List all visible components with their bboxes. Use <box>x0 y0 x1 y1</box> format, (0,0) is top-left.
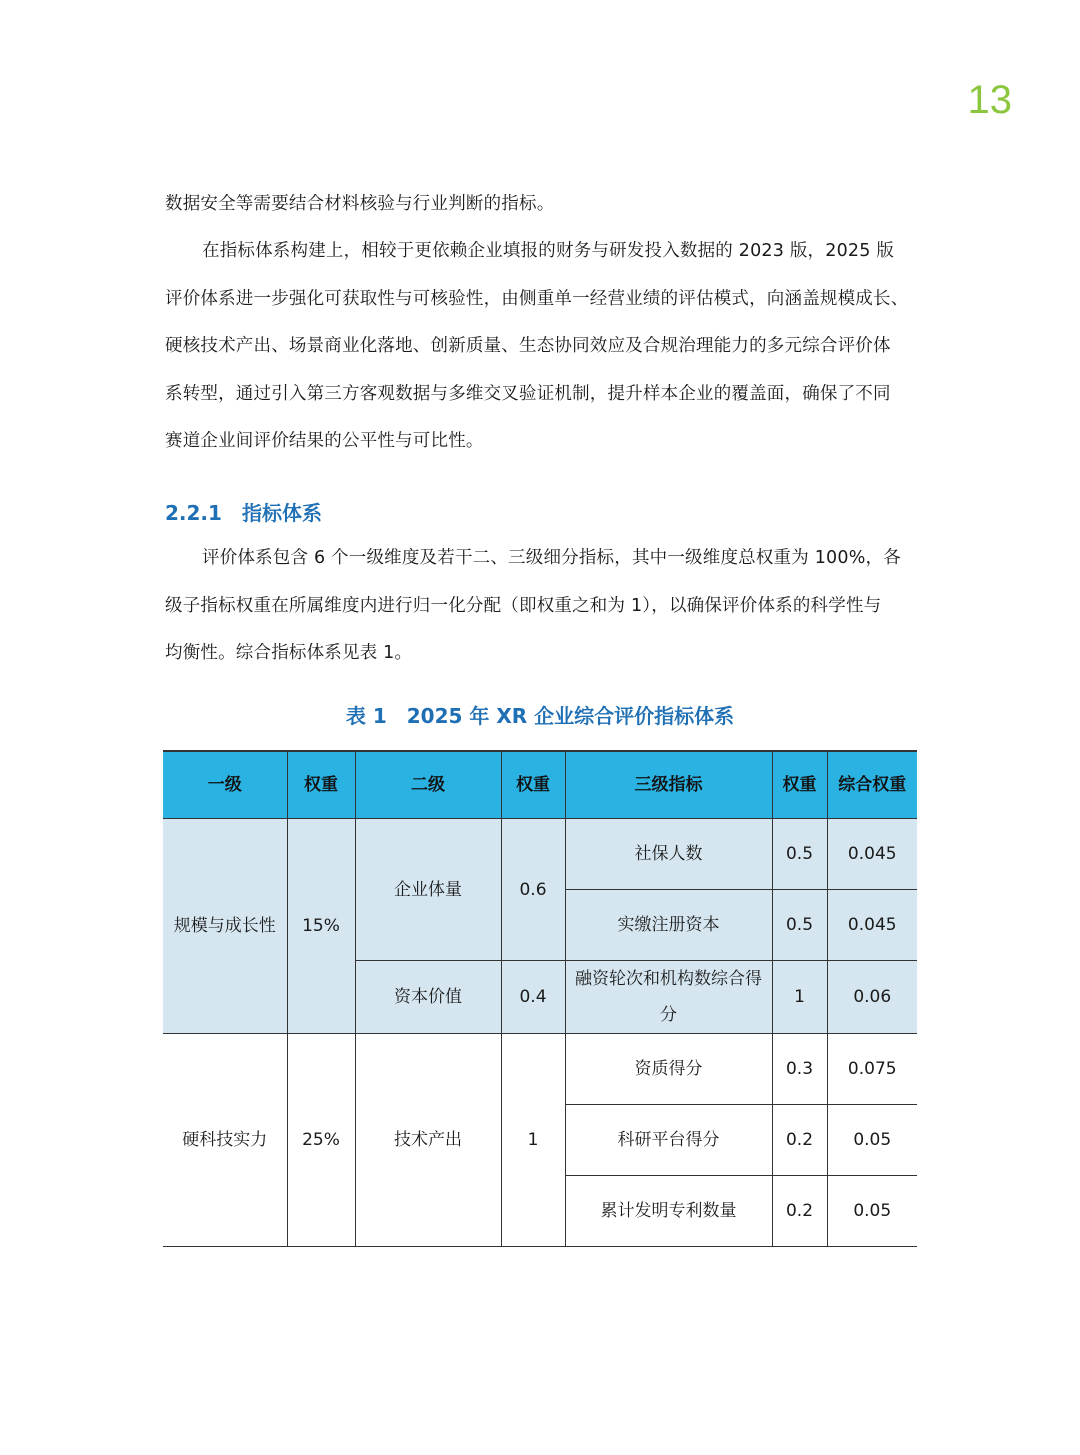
body-paragraph <box>165 535 917 678</box>
cell-level3-weight: 0.5 <box>772 890 827 961</box>
header-level2: 二级 <box>355 751 501 819</box>
cell-combined-weight: 0.045 <box>827 890 917 961</box>
cell-level1-weight: 15% <box>287 819 355 1034</box>
header-combined-weight: 综合权重 <box>827 751 917 819</box>
header-level1: 一级 <box>163 751 287 819</box>
cell-level3-weight: 0.2 <box>772 1176 827 1247</box>
paragraph-line: 评价体系包含 6 个一级维度及若干二、三级细分指标，其中一级维度总权重为 100%，各 <box>202 548 901 568</box>
header-level3: 三级指标 <box>565 751 772 819</box>
paragraph-line: 硬核技术产出、场景商业化落地、创新质量、生态协同效应及合规治理能力的多元综合评价体 <box>165 336 891 356</box>
cell-level1: 硬科技实力 <box>163 1034 287 1247</box>
paragraph-line: 赛道企业间评价结果的公平性与可比性。 <box>165 431 484 451</box>
cell-level3: 累计发明专利数量 <box>565 1176 772 1247</box>
cell-level2: 技术产出 <box>355 1034 501 1247</box>
header-level3-weight: 权重 <box>772 751 827 819</box>
cell-level2-weight: 1 <box>501 1034 565 1247</box>
cell-level3-weight: 0.3 <box>772 1034 827 1105</box>
table-header-row <box>163 751 917 819</box>
table-caption <box>0 700 1080 729</box>
table-row <box>163 1034 917 1105</box>
page-number: 13 <box>967 78 1012 122</box>
cell-level3: 实缴注册资本 <box>565 890 772 961</box>
body-paragraph <box>165 181 917 229</box>
table-caption-title: 2025 年 XR 企业综合评价指标体系 <box>406 704 735 728</box>
paragraph-line: 级子指标权重在所属维度内进行归一化分配（即权重之和为 1），以确保评价体系的科学性与 <box>165 595 882 616</box>
cell-combined-weight: 0.05 <box>827 1105 917 1176</box>
cell-level3-weight: 0.5 <box>772 819 827 890</box>
cell-combined-weight: 0.075 <box>827 1034 917 1105</box>
cell-level2: 企业体量 <box>355 819 501 961</box>
cell-level1-weight: 25% <box>287 1034 355 1247</box>
cell-level2-weight: 0.4 <box>501 961 565 1034</box>
cell-level3: 融资轮次和机构数综合得分 <box>565 961 772 1034</box>
cell-level2: 资本价值 <box>355 961 501 1034</box>
paragraph-line: 在指标体系构建上，相较于更依赖企业填报的财务与研发投入数据的 2023 版，2025 版 <box>202 241 895 261</box>
section-title: 指标体系 <box>241 501 322 525</box>
cell-level2-weight: 0.6 <box>501 819 565 961</box>
cell-level3: 科研平台得分 <box>565 1105 772 1176</box>
cell-level3: 社保人数 <box>565 819 772 890</box>
section-number: 2.2.1 <box>165 501 222 525</box>
section-heading <box>165 497 322 526</box>
paragraph-line: 系转型，通过引入第三方客观数据与多维交叉验证机制，提升样本企业的覆盖面，确保了不同 <box>165 383 891 404</box>
header-level2-weight: 权重 <box>501 751 565 819</box>
paragraph-line: 评价体系进一步强化可获取性与可核验性，由侧重单一经营业绩的评估模式，向涵盖规模成长、 <box>165 288 909 309</box>
body-paragraph <box>165 228 917 466</box>
table-caption-number: 表 1 <box>345 704 387 728</box>
indicator-table <box>163 750 917 1247</box>
cell-combined-weight: 0.05 <box>827 1176 917 1247</box>
cell-combined-weight: 0.06 <box>827 961 917 1034</box>
cell-level3-weight: 1 <box>772 961 827 1034</box>
header-level1-weight: 权重 <box>287 751 355 819</box>
cell-combined-weight: 0.045 <box>827 819 917 890</box>
cell-level3: 资质得分 <box>565 1034 772 1105</box>
paragraph-line: 均衡性。综合指标体系见表 1。 <box>165 643 413 663</box>
cell-level1: 规模与成长性 <box>163 819 287 1034</box>
paragraph-line: 数据安全等需要结合材料核验与行业判断的指标。 <box>165 194 555 214</box>
cell-level3-weight: 0.2 <box>772 1105 827 1176</box>
table-row <box>163 819 917 890</box>
